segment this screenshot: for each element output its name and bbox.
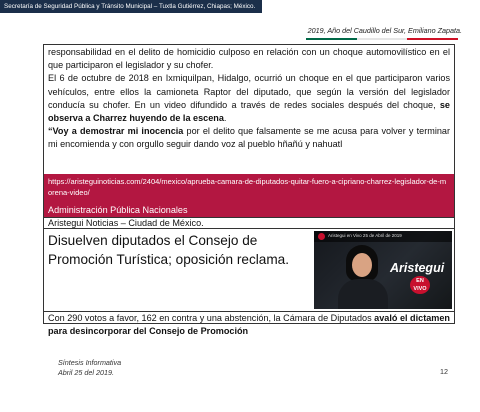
page-number: 12 [440, 367, 448, 376]
footer-date: Abril 25 del 2019. [58, 368, 114, 377]
article-1-paragraph-1: responsabilidad en el delito de homicidio culposo en relación con un choque automovilístico en el que participaron el legislador y su chofer. [48, 47, 450, 71]
news-source: Aristegui Noticias – Ciudad de México. [44, 217, 454, 229]
year-motto: 2019, Año del Caudillo del Sur, Emiliano Zapata. [307, 26, 462, 35]
presenter-image [338, 245, 388, 309]
article-1-paragraph-2: El 6 de octubre de 2018 en Ixmiquilpan, Hidalgo, ocurrió un choque en el que participaron varios vehículos, entre ellos la camioneta Raptor del diputado, que según la versión del legislador conducía su chofer. En un video difundido a través de redes sociales después del choque, se observa a Charrez huyendo de la escena. [48, 73, 450, 124]
agency-header-bar [0, 0, 262, 13]
document-frame [43, 44, 455, 336]
article-2-headline: Disuelven diputados el Consejo de Promoción Turística; oposición reclama. [48, 233, 290, 267]
section-label: Administración Pública Nacionales [44, 204, 454, 217]
article-1-url-link[interactable]: https://aristeguinoticias.com/2404/mexico/aprueba-camara-de-diputados-quitar-fuero-a-cipriano-charrez-legislador-de-morena-video/ [44, 174, 454, 204]
tricolor-rule [306, 38, 458, 40]
aristegui-logo-text: Aristegui [390, 261, 445, 275]
article-2-body: Con 290 votos a favor, 162 en contra y una abstención, la Cámara de Diputados avaló el dictamen para desincorporar del Consejo de Promoción [48, 313, 450, 336]
footer-title: Síntesis Informativa [58, 358, 122, 367]
article-1-body [48, 46, 450, 152]
channel-logo-icon [318, 233, 325, 240]
en-vivo-badge: EN VIVO [410, 276, 430, 294]
article-1-paragraph-3: “Voy a demostrar mi inocencia por el delito que falsamente se me acusa para volver y terminar mi encomienda y con orgullo seguir dando voz al pueblo hñañú y nahuatl [48, 126, 451, 150]
video-title-bar [314, 231, 452, 242]
video-title: Aristegui en Vivo 25 de Abril de 2019 [328, 233, 402, 238]
agency-name: Secretaría de Seguridad Pública y Tránsito Municipal – Tuxtla Gutiérrez, Chiapas; México. [4, 3, 256, 10]
video-thumbnail[interactable] [314, 231, 452, 309]
footer-block [58, 358, 121, 378]
